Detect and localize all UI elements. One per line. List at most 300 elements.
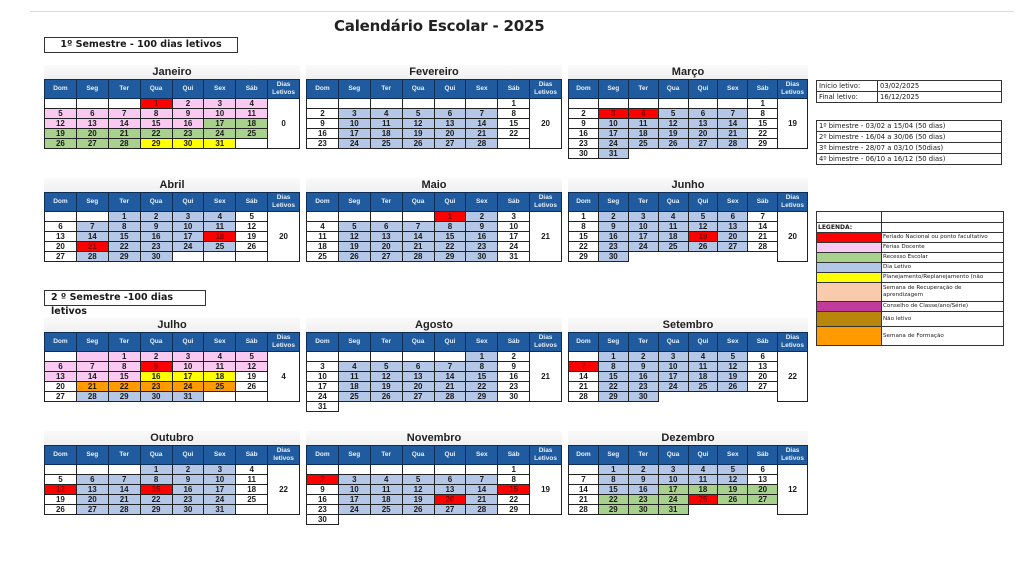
day-cell: 16 — [140, 232, 172, 242]
day-cell: 22 — [466, 382, 498, 392]
empty-cell — [236, 392, 268, 402]
dias-letivos-count: 12 — [778, 465, 808, 515]
day-cell: 27 — [45, 392, 77, 402]
day-cell: 30 — [140, 392, 172, 402]
day-cell: 6 — [76, 109, 108, 119]
day-cell: 22 — [748, 129, 778, 139]
dias-letivos-count: 19 — [530, 465, 562, 515]
day-cell: 1 — [434, 212, 466, 222]
day-cell: 15 — [598, 372, 628, 382]
weekday-header: Sex — [718, 193, 748, 212]
empty-cell — [45, 99, 77, 109]
dias-letivos-header: Dias Letivos — [268, 333, 300, 352]
day-cell: 28 — [569, 392, 599, 402]
day-cell: 11 — [688, 475, 718, 485]
legend-label: Dia Letivo — [882, 263, 1004, 273]
day-cell: 18 — [688, 372, 718, 382]
empty-cell — [569, 352, 599, 362]
day-cell: 15 — [108, 232, 140, 242]
day-cell: 23 — [172, 129, 204, 139]
month-outubro — [44, 431, 300, 515]
empty-cell — [748, 149, 778, 159]
month-grid — [568, 332, 808, 402]
dias-letivos-count: 20 — [530, 99, 562, 149]
month-grid — [306, 79, 562, 149]
day-cell: 19 — [718, 485, 748, 495]
day-cell: 15 — [108, 372, 140, 382]
weekday-header: Ter — [108, 333, 140, 352]
empty-cell — [236, 252, 268, 262]
weekday-header: Dom — [569, 193, 599, 212]
weekday-header: Sex — [204, 80, 236, 99]
empty-cell — [434, 99, 466, 109]
day-cell: 28 — [108, 505, 140, 515]
month-agosto — [306, 318, 562, 412]
empty-cell — [370, 99, 402, 109]
day-cell: 5 — [45, 109, 77, 119]
legend-label: Semana de Recuperação de aprendizagem — [882, 283, 1004, 302]
day-cell: 24 — [658, 382, 688, 392]
day-cell: 8 — [434, 222, 466, 232]
day-cell: 10 — [307, 372, 339, 382]
day-cell: 15 — [569, 232, 599, 242]
day-cell: 26 — [402, 505, 434, 515]
weekday-header: Ter — [370, 80, 402, 99]
day-cell: 14 — [402, 232, 434, 242]
weekday-header: Dom — [45, 333, 77, 352]
weekday-header: Ter — [108, 80, 140, 99]
day-cell: 23 — [498, 382, 530, 392]
day-cell: 3 — [307, 362, 339, 372]
empty-cell — [370, 465, 402, 475]
day-cell: 12 — [45, 119, 77, 129]
day-cell: 23 — [307, 139, 339, 149]
weekday-header: Sáb — [748, 446, 778, 465]
weekday-header: Qua — [140, 333, 172, 352]
day-cell: 21 — [434, 382, 466, 392]
day-cell: 2 — [307, 475, 339, 485]
day-cell: 14 — [569, 372, 599, 382]
day-cell: 19 — [658, 129, 688, 139]
day-cell: 7 — [748, 212, 778, 222]
empty-cell — [307, 465, 339, 475]
weekday-header: Dom — [307, 193, 339, 212]
day-cell: 14 — [718, 119, 748, 129]
day-cell: 1 — [108, 352, 140, 362]
weekday-header: Sex — [718, 80, 748, 99]
day-cell: 17 — [598, 129, 628, 139]
day-cell: 31 — [307, 402, 339, 412]
day-cell: 12 — [236, 222, 268, 232]
day-cell: 19 — [402, 129, 434, 139]
dias-letivos-count: 19 — [778, 99, 808, 149]
day-cell: 7 — [108, 109, 140, 119]
day-cell: 13 — [688, 119, 718, 129]
day-cell: 16 — [598, 232, 628, 242]
day-cell: 29 — [140, 139, 172, 149]
day-cell: 5 — [402, 109, 434, 119]
weekday-header: Qua — [402, 80, 434, 99]
day-cell: 9 — [307, 485, 339, 495]
legend-label: Feriado Nacional ou ponto facultativo — [882, 233, 1004, 243]
day-cell: 4 — [236, 465, 268, 475]
day-cell: 17 — [204, 119, 236, 129]
day-cell: 1 — [598, 465, 628, 475]
month-fevereiro — [306, 65, 562, 149]
day-cell: 10 — [338, 485, 370, 495]
weekday-header: Qua — [402, 193, 434, 212]
day-cell: 16 — [498, 372, 530, 382]
day-cell: 31 — [658, 505, 688, 515]
day-cell: 12 — [402, 485, 434, 495]
dias-letivos-header: Dias Letivos — [268, 193, 300, 212]
weekday-header: Qua — [402, 446, 434, 465]
dias-letivos-count: 22 — [778, 352, 808, 402]
day-cell: 23 — [307, 505, 339, 515]
day-cell: 3 — [628, 212, 658, 222]
day-cell: 28 — [434, 392, 466, 402]
day-cell: 16 — [628, 485, 658, 495]
day-cell: 23 — [628, 382, 658, 392]
weekday-header: Seg — [76, 333, 108, 352]
day-cell: 9 — [466, 222, 498, 232]
empty-cell — [569, 99, 599, 109]
day-cell: 4 — [307, 222, 339, 232]
day-cell: 3 — [172, 352, 204, 362]
day-cell: 7 — [76, 362, 108, 372]
empty-cell — [658, 392, 688, 402]
day-cell: 30 — [598, 252, 628, 262]
day-cell: 27 — [748, 495, 778, 505]
weekday-header: Sex — [204, 446, 236, 465]
legend-swatch — [817, 283, 882, 302]
day-cell: 3 — [498, 212, 530, 222]
day-cell: 17 — [658, 372, 688, 382]
day-cell: 22 — [140, 129, 172, 139]
weekday-header: Dom — [569, 333, 599, 352]
day-cell: 1 — [466, 352, 498, 362]
day-cell: 27 — [370, 252, 402, 262]
empty-cell — [498, 139, 530, 149]
day-cell: 25 — [338, 392, 370, 402]
day-cell: 29 — [108, 392, 140, 402]
month-junho — [568, 178, 808, 262]
day-cell: 15 — [140, 485, 172, 495]
weekday-header: Dom — [307, 333, 339, 352]
day-cell: 11 — [204, 362, 236, 372]
weekday-header: Dom — [45, 193, 77, 212]
day-cell: 13 — [434, 119, 466, 129]
dias-letivos-count: 20 — [778, 212, 808, 262]
day-cell: 12 — [402, 119, 434, 129]
day-cell: 20 — [402, 382, 434, 392]
empty-cell — [718, 99, 748, 109]
day-cell: 8 — [140, 109, 172, 119]
day-cell: 12 — [45, 485, 77, 495]
day-cell: 3 — [338, 475, 370, 485]
empty-cell — [434, 352, 466, 362]
day-cell: 25 — [688, 382, 718, 392]
day-cell: 4 — [658, 212, 688, 222]
empty-cell — [628, 99, 658, 109]
day-cell: 23 — [628, 495, 658, 505]
empty-cell — [402, 465, 434, 475]
empty-cell — [748, 392, 778, 402]
day-cell: 19 — [236, 232, 268, 242]
day-cell: 10 — [204, 475, 236, 485]
day-cell: 28 — [569, 505, 599, 515]
empty-cell — [402, 212, 434, 222]
day-cell: 25 — [307, 252, 339, 262]
day-cell: 12 — [370, 372, 402, 382]
day-cell: 18 — [204, 372, 236, 382]
day-cell: 24 — [658, 495, 688, 505]
day-cell: 9 — [628, 475, 658, 485]
day-cell: 15 — [466, 372, 498, 382]
day-cell: 10 — [338, 119, 370, 129]
dias-letivos-header: Dias Letivos — [778, 446, 808, 465]
legend-swatch — [817, 327, 882, 346]
weekday-header: Qui — [434, 446, 466, 465]
weekday-header: Ter — [628, 80, 658, 99]
end-label: Final letivo: — [817, 92, 878, 103]
empty-cell — [338, 402, 370, 412]
day-cell: 2 — [628, 465, 658, 475]
day-cell: 3 — [204, 99, 236, 109]
start-value: 03/02/2025 — [878, 81, 1002, 92]
day-cell: 6 — [748, 352, 778, 362]
day-cell: 5 — [370, 362, 402, 372]
weekday-header: Ter — [628, 333, 658, 352]
day-cell: 9 — [172, 475, 204, 485]
day-cell: 20 — [748, 372, 778, 382]
weekday-header: Sáb — [498, 193, 530, 212]
day-cell: 26 — [45, 139, 77, 149]
legend-label: Conselho de Classe/ano/Série) — [882, 302, 1004, 312]
day-cell: 9 — [307, 119, 339, 129]
day-cell: 19 — [45, 495, 77, 505]
legend-label: Férias Docente — [882, 243, 1004, 253]
day-cell: 11 — [688, 362, 718, 372]
day-cell: 21 — [569, 382, 599, 392]
day-cell: 30 — [628, 505, 658, 515]
month-grid — [44, 445, 300, 515]
day-cell: 5 — [402, 475, 434, 485]
empty-cell — [688, 392, 718, 402]
day-cell: 21 — [76, 242, 108, 252]
day-cell: 31 — [204, 505, 236, 515]
weekday-header: Seg — [598, 446, 628, 465]
day-cell: 12 — [338, 232, 370, 242]
day-cell: 20 — [45, 242, 77, 252]
dias-letivos-count: 22 — [268, 465, 300, 515]
day-cell: 4 — [204, 352, 236, 362]
day-cell: 9 — [498, 362, 530, 372]
day-cell: 27 — [45, 252, 77, 262]
day-cell: 18 — [338, 382, 370, 392]
day-cell: 1 — [598, 352, 628, 362]
dias-letivos-header: Dias Letivos — [530, 80, 562, 99]
end-value: 16/12/2025 — [878, 92, 1002, 103]
weekday-header: Seg — [598, 333, 628, 352]
day-cell: 9 — [598, 222, 628, 232]
day-cell: 16 — [569, 129, 599, 139]
semester-1-label: 1º Semestre - 100 dias letivos — [44, 37, 238, 53]
empty-cell — [370, 352, 402, 362]
month-title: Março — [568, 65, 808, 79]
dias-letivos-header: Dias Letivos — [778, 193, 808, 212]
day-cell: 3 — [658, 465, 688, 475]
weekday-header: Sáb — [748, 333, 778, 352]
bimestre-1: 1º bimestre - 03/02 a 15/04 (50 dias) — [817, 121, 1002, 132]
weekday-header: Qui — [434, 193, 466, 212]
day-cell: 4 — [370, 109, 402, 119]
weekday-header: Sex — [718, 446, 748, 465]
day-cell: 7 — [434, 362, 466, 372]
day-cell: 29 — [598, 392, 628, 402]
empty-cell — [402, 515, 434, 525]
day-cell: 9 — [140, 362, 172, 372]
day-cell: 24 — [628, 242, 658, 252]
empty-cell — [688, 252, 718, 262]
month-title: Dezembro — [568, 431, 808, 445]
day-cell: 9 — [628, 362, 658, 372]
day-cell: 24 — [307, 392, 339, 402]
day-cell: 18 — [370, 495, 402, 505]
weekday-header: Sex — [204, 333, 236, 352]
day-cell: 30 — [172, 139, 204, 149]
day-cell: 26 — [718, 495, 748, 505]
month-grid — [568, 445, 808, 515]
empty-cell — [466, 402, 498, 412]
day-cell: 18 — [370, 129, 402, 139]
day-cell: 1 — [748, 99, 778, 109]
day-cell: 27 — [718, 242, 748, 252]
day-cell: 22 — [569, 242, 599, 252]
day-cell: 13 — [76, 485, 108, 495]
day-cell: 22 — [598, 495, 628, 505]
day-cell: 9 — [172, 109, 204, 119]
day-cell: 21 — [569, 495, 599, 505]
dias-letivos-header: Dias Letivos — [778, 80, 808, 99]
day-cell: 8 — [748, 109, 778, 119]
day-cell: 22 — [108, 242, 140, 252]
day-cell: 8 — [498, 475, 530, 485]
day-cell: 29 — [598, 505, 628, 515]
day-cell: 12 — [658, 119, 688, 129]
day-cell: 2 — [307, 109, 339, 119]
day-cell: 21 — [466, 129, 498, 139]
empty-cell — [402, 352, 434, 362]
empty-cell — [338, 352, 370, 362]
day-cell: 16 — [628, 372, 658, 382]
day-cell: 27 — [434, 505, 466, 515]
day-cell: 11 — [370, 119, 402, 129]
empty-cell — [778, 149, 808, 159]
legend-swatch — [817, 312, 882, 327]
day-cell: 6 — [45, 222, 77, 232]
month-title: Janeiro — [44, 65, 300, 79]
day-cell: 18 — [307, 242, 339, 252]
month-novembro — [306, 431, 562, 525]
legend-swatch — [817, 253, 882, 263]
month-dezembro — [568, 431, 808, 515]
day-cell: 27 — [76, 139, 108, 149]
day-cell: 11 — [236, 109, 268, 119]
dias-letivos-header: Dias Letivos — [530, 446, 562, 465]
month-grid — [44, 79, 300, 149]
month-março — [568, 65, 808, 159]
empty-cell — [45, 352, 77, 362]
weekday-header: Sáb — [236, 80, 268, 99]
empty-cell — [370, 515, 402, 525]
day-cell: 21 — [108, 495, 140, 505]
day-cell: 3 — [338, 109, 370, 119]
day-cell: 6 — [45, 362, 77, 372]
weekday-header: Qui — [172, 446, 204, 465]
weekday-header: Sáb — [498, 333, 530, 352]
day-cell: 15 — [498, 119, 530, 129]
weekday-header: Dom — [569, 80, 599, 99]
empty-cell — [76, 212, 108, 222]
day-cell: 10 — [204, 109, 236, 119]
weekday-header: Sex — [718, 333, 748, 352]
day-cell: 23 — [172, 495, 204, 505]
empty-cell — [338, 99, 370, 109]
empty-cell — [45, 465, 77, 475]
weekday-header: Qua — [658, 193, 688, 212]
empty-cell — [76, 99, 108, 109]
day-cell: 29 — [748, 139, 778, 149]
day-cell: 2 — [172, 99, 204, 109]
legend-label: Não letivo — [882, 312, 1004, 327]
day-cell: 3 — [204, 465, 236, 475]
day-cell: 20 — [748, 485, 778, 495]
day-cell: 25 — [370, 139, 402, 149]
empty-cell — [466, 515, 498, 525]
day-cell: 6 — [402, 362, 434, 372]
day-cell: 10 — [658, 475, 688, 485]
weekday-header: Sex — [466, 193, 498, 212]
day-cell: 12 — [718, 362, 748, 372]
legend-swatch — [817, 243, 882, 253]
day-cell: 5 — [338, 222, 370, 232]
day-cell: 11 — [307, 232, 339, 242]
empty-cell — [658, 99, 688, 109]
empty-cell — [402, 99, 434, 109]
day-cell: 7 — [466, 109, 498, 119]
month-grid — [306, 445, 562, 525]
day-cell: 6 — [370, 222, 402, 232]
day-cell: 4 — [370, 475, 402, 485]
day-cell: 14 — [466, 119, 498, 129]
empty-cell — [598, 99, 628, 109]
weekday-header: Dom — [307, 446, 339, 465]
weekday-header: Sáb — [498, 446, 530, 465]
day-cell: 3 — [172, 212, 204, 222]
day-cell: 20 — [434, 129, 466, 139]
day-cell: 1 — [140, 99, 172, 109]
weekday-header: Seg — [338, 333, 370, 352]
day-cell: 5 — [688, 212, 718, 222]
day-cell: 21 — [108, 129, 140, 139]
day-cell: 26 — [338, 252, 370, 262]
legend-blank-cell — [882, 212, 1004, 223]
empty-cell — [466, 99, 498, 109]
day-cell: 22 — [498, 129, 530, 139]
weekday-header: Qua — [658, 80, 688, 99]
day-cell: 20 — [370, 242, 402, 252]
